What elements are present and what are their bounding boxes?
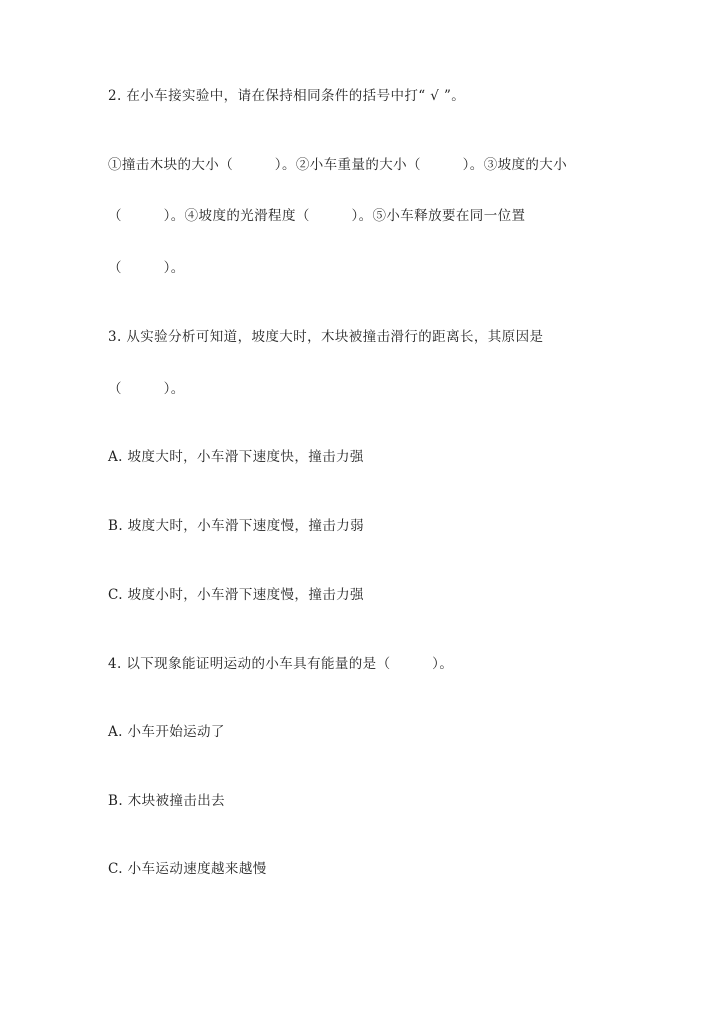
question-3-option-b: B. 坡度大时，小车滑下速度慢，撞击力弱 [108,518,365,534]
question-3-stem: 3. 从实验分析可知道，坡度大时，木块被撞击滑行的距离长，其原因是 [108,329,544,345]
question-3-option-c: C. 坡度小时，小车滑下速度慢，撞击力强 [108,587,364,603]
question-4-stem: 4. 以下现象能证明运动的小车具有能量的是（ ）。 [108,656,454,672]
question-3-option-a: A. 坡度大时，小车滑下速度快，撞击力强 [108,449,364,465]
question-3-blank: （ ）。 [108,381,185,397]
question-4-option-b: B. 木块被撞击出去 [108,793,226,809]
question-2-line-1: ①撞击木块的大小（ ）。②小车重量的大小（ ）。③坡度的大小 [108,157,568,173]
question-2-stem: 2. 在小车接实验中，请在保持相同条件的括号中打“ √ ”。 [108,88,466,104]
question-4-option-c: C. 小车运动速度越来越慢 [108,861,267,877]
question-4-option-a: A. 小车开始运动了 [108,724,225,740]
question-2-line-3: （ ）。 [108,260,185,276]
question-2-line-2: （ ）。④坡度的光滑程度（ ）。⑤小车释放要在同一位置 [108,208,526,224]
